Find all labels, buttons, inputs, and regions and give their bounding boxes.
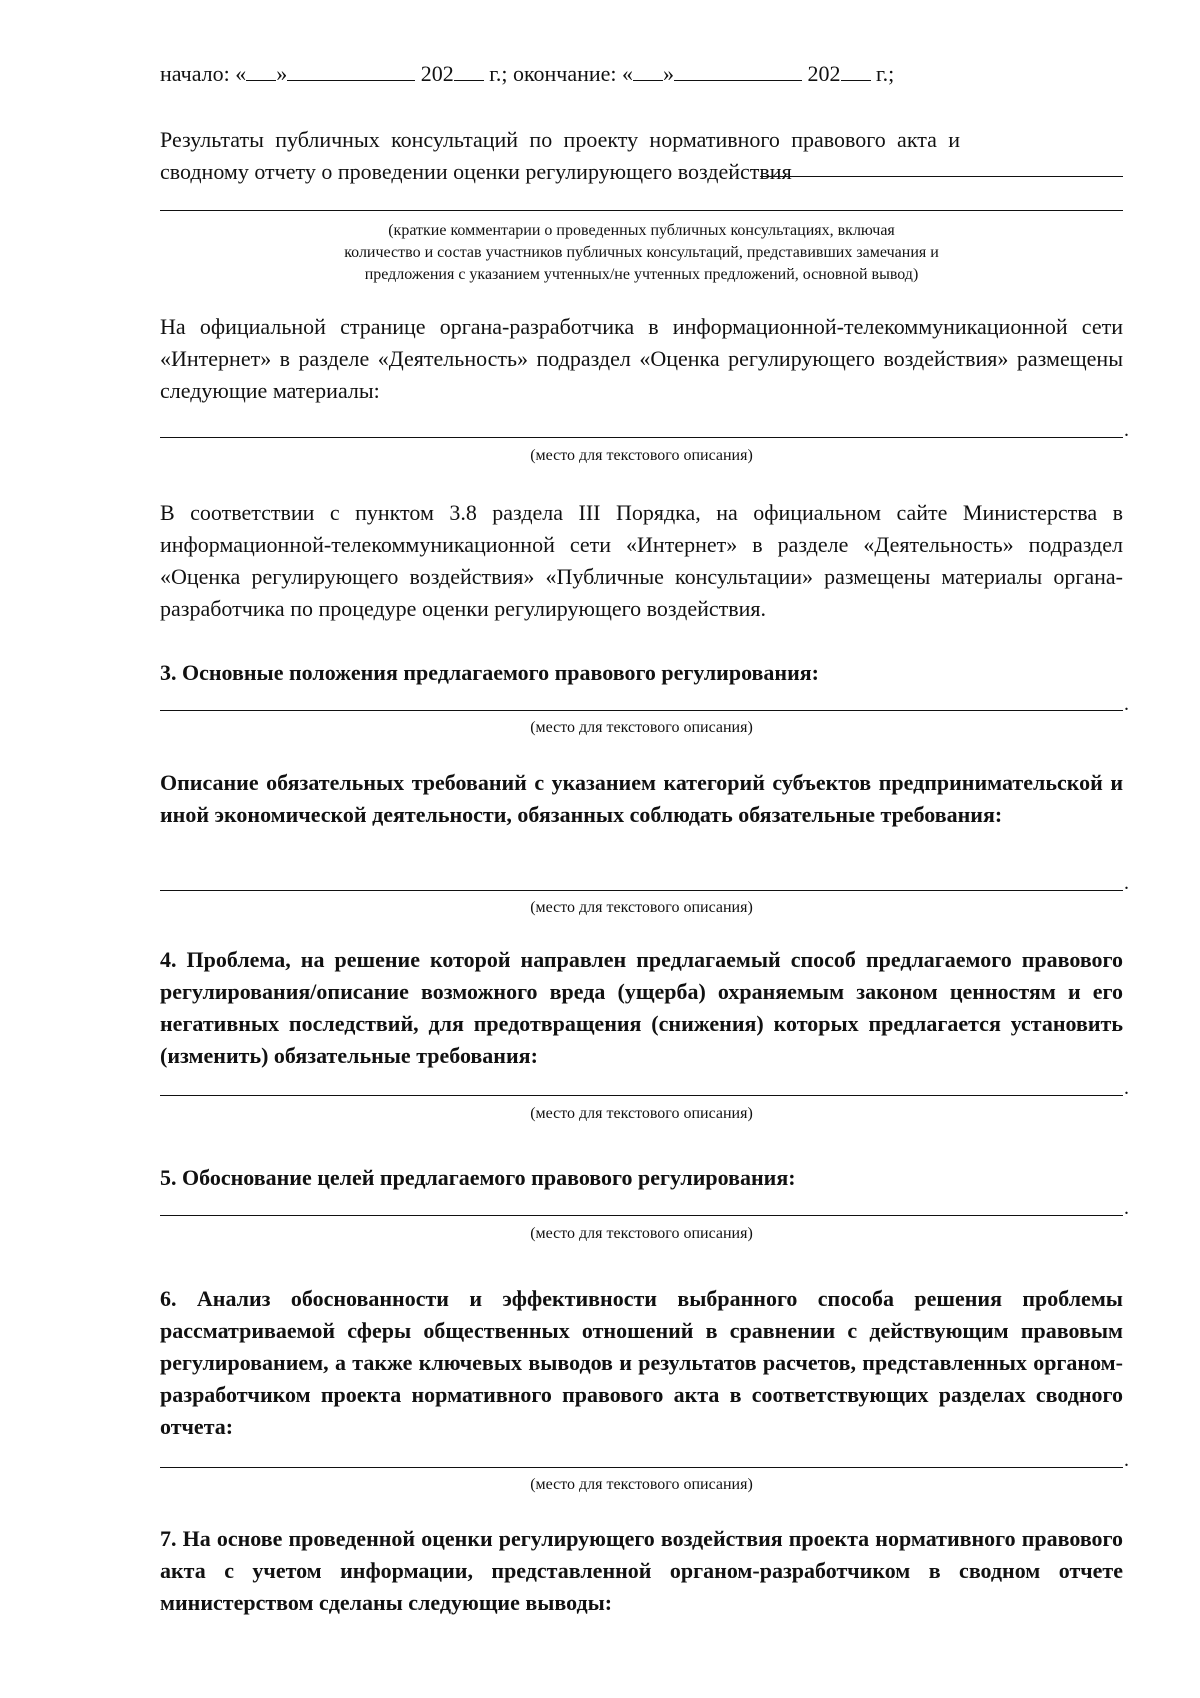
section-3-caption: (место для текстового описания): [530, 719, 753, 736]
section-4-heading: 4. Проблема, на решение которой направлен предлагаемый способ предлагаемого правового регулирования/описание возможного вреда (ущерба) охраняемым законом ценностям и его негативных последствий, для предотвращения (снижения) которых предлагается установить (изменить) обязательные требования:: [160, 947, 1123, 1068]
results-caption-line-3: предложения с указанием учтенных/не учтенных предложений, основной вывод): [364, 266, 919, 283]
results-underline-1: [760, 176, 1123, 177]
start-year-blank: [454, 60, 484, 81]
section-6-line-end: .: [1124, 1449, 1129, 1471]
official-page-paragraph: На официальной странице органа-разработчика в информационной-телекоммуникационной сети «Интернет» в разделе «Деятельность» подраздел «Оценка регулирующего воздействия» размещены следующие материалы:: [160, 314, 1123, 403]
end-month-blank: [674, 60, 802, 81]
end-quote-close: »: [663, 61, 675, 86]
ministry-paragraph: В соответствии с пунктом 3.8 раздела III Порядка, на официальном сайте Министерства в информационной-телекоммуникационной сети «Интернет» в разделе «Деятельность» подраздел «Оценка регулирующего воздействия» «Публичные консультации» размещены материалы органа-разработчика по процедуре оценки регулирующего воздействия.: [160, 500, 1123, 621]
section-3-heading: 3. Основные положения предлагаемого правового регулирования:: [160, 660, 819, 685]
results-underline-2: [160, 210, 1123, 211]
end-year-suffix: г.;: [876, 61, 895, 86]
requirements-blank-line: [160, 890, 1123, 891]
requirements-caption: (место для текстового описания): [530, 899, 753, 916]
section-3-blank-line: [160, 710, 1123, 711]
requirements-line-end: .: [1124, 872, 1129, 894]
section-6-caption: (место для текстового описания): [530, 1476, 753, 1493]
section-3-line-end: .: [1124, 693, 1129, 715]
section-5-line-end: .: [1124, 1197, 1129, 1219]
start-day-blank: [246, 60, 276, 81]
results-caption: [160, 220, 1123, 286]
section-4-line-end: .: [1124, 1077, 1129, 1099]
end-label: окончание: «: [512, 61, 634, 86]
end-year-prefix: 202: [807, 61, 841, 86]
start-month-blank: [287, 60, 415, 81]
requirements-heading: Описание обязательных требований с указанием категорий субъектов предпринимательской и иной экономической деятельности, обязанных соблюдать обязательные требования:: [160, 770, 1123, 827]
section-5-caption: (место для текстового описания): [530, 1225, 753, 1242]
materials-caption: (место для текстового описания): [530, 447, 753, 464]
section-4-blank-line: [160, 1095, 1123, 1096]
start-label: начало: «: [160, 61, 247, 86]
section-6-blank-line: [160, 1467, 1123, 1468]
start-year-suffix: г.;: [489, 61, 508, 86]
section-4-caption: (место для текстового описания): [530, 1105, 753, 1122]
end-year-blank: [841, 60, 871, 81]
consultation-dates-line: [160, 58, 1123, 90]
results-paragraph: Результаты публичных консультаций по проекту нормативного правового акта и сводному отчету о проведении оценки регулирующего воздействия: [160, 127, 960, 184]
start-year-prefix: 202: [420, 61, 454, 86]
section-7-heading: 7. На основе проведенной оценки регулирующего воздействия проекта нормативного правового акта с учетом информации, представленной органом-разработчиком в сводном отчете министерством сделаны следующие выводы:: [160, 1526, 1123, 1615]
end-day-blank: [633, 60, 663, 81]
section-5-heading: 5. Обоснование целей предлагаемого правового регулирования:: [160, 1165, 796, 1190]
section-6-heading: 6. Анализ обоснованности и эффективности выбранного способа решения проблемы рассматриваемой сферы общественных отношений в сравнении с действующим правовым регулированием, а также ключевых выводов и результатов расчетов, представленных органом-разработчиком проекта нормативного правового акта в соответствующих разделах сводного отчета:: [160, 1286, 1123, 1439]
section-5-blank-line: [160, 1215, 1123, 1216]
start-quote-close: »: [276, 61, 288, 86]
materials-line-end: .: [1124, 419, 1129, 441]
results-caption-line-2: количество и состав участников публичных консультаций, представивших замечания и: [344, 244, 939, 261]
results-caption-line-1: (краткие комментарии о проведенных публичных консультациях, включая: [388, 222, 895, 239]
materials-blank-line: [160, 437, 1123, 438]
